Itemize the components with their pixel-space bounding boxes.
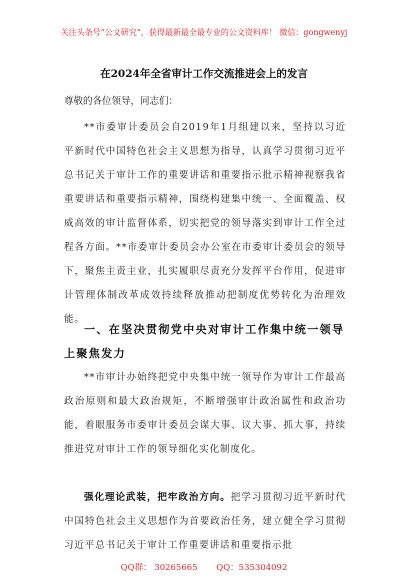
paragraph-section-1: **市审计办始终把党中央集中统一领导作为审计工作最高政治原则和最大政治规矩，不断增强审计政治属性和政治功能，着眼服务市委审计委员会谋大事、议大事、抓大事，持续推进党对审计工作的领导细化实化制度化。 xyxy=(64,372,346,455)
section-heading-1: 一、在坚决贯彻党中央对审计工作集中统一领导上聚焦发力 xyxy=(64,323,345,360)
subsection-body: 把学习贯彻习近平新时代中国特色社会主义思想作为首要政治任务，建立健全学习贯彻习近平总书记关于审计工作重要讲话和重要指示批 xyxy=(64,492,346,551)
salutation: 尊敬的各位领导，同志们： xyxy=(64,96,179,107)
paragraph-subsection xyxy=(64,486,346,558)
document-title: 在2024年全省审计工作交流推进会上的发言 xyxy=(100,68,308,80)
footer-contact xyxy=(0,561,408,573)
qq-number: QQ：535304092 xyxy=(216,563,288,573)
qq-group-number: QQ群： 30265665 xyxy=(120,563,198,573)
promo-banner: 关注头条号“公文研究”，获得最新最全最专业的公文资料库！ 微信：gongwenyj xyxy=(60,28,348,37)
paragraph-intro: **市委审计委员会自2019年1月组建以来，坚持以习近平新时代中国特色社会主义思想为指导，认真学习贯彻习近平总书记关于审计工作的重要讲话和重要指示批示精神视察我省重要讲话和重要指示精神，围绕构建集中统一、全面覆盖、权威高效的审计监督体系，切实把党的领导落实到审计工作全过程各方面。**市委审计委员会办公室在市委审计委员会的领导下，聚焦主责主业，扎实履职尽责充分发挥平台作用，促进审计管理体制改革成效持续释放推动把制度优势转化为治理效能。 xyxy=(64,122,346,325)
subsection-lead: 强化理论武装，把牢政治方向。 xyxy=(84,492,231,503)
